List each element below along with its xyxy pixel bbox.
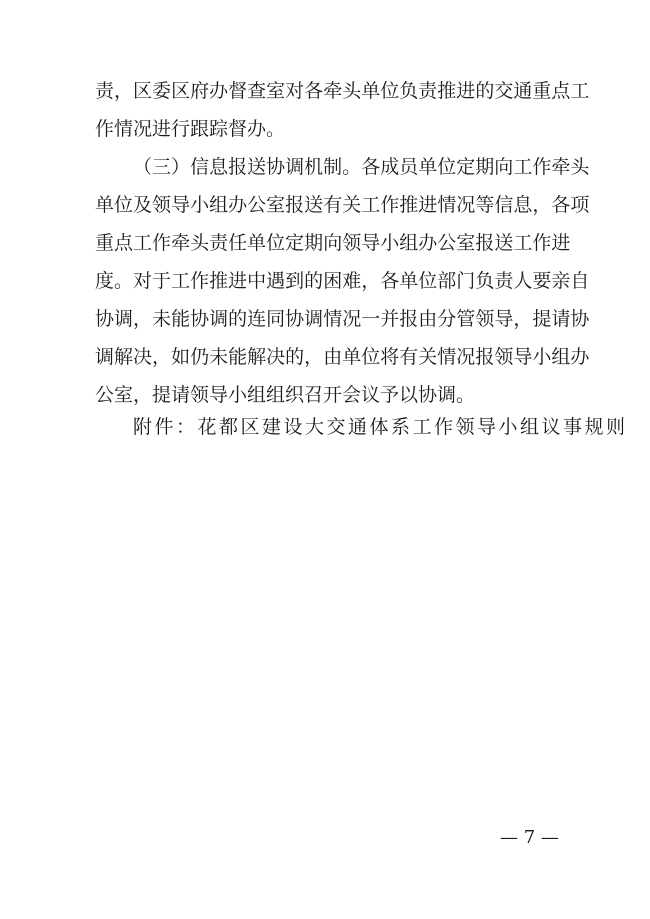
paragraph-line: （ 三 ） 信 息 报 送 协 调 机 制 。 各 成 员 单 位 定 期 向 工 作 牵 头 bbox=[133, 156, 590, 178]
paragraph-line: 度 。 对 于 工 作 推 进 中 遇 到 的 困 难 ， 各 单 位 部 门 负 责 人 要 亲 自 bbox=[95, 270, 590, 292]
paragraph-line: 重 点 工 作 牵 头 责 任 单 位 定 期 向 领 导 小 组 办 公 室 报 送 工 作 进 bbox=[95, 232, 571, 254]
attachment-note: 附件：花都区建设大交通体系工作领导小组议事规则 bbox=[133, 416, 628, 438]
paragraph-line: 作情况进行跟踪督办。 bbox=[95, 118, 286, 140]
paragraph-line: 协 调 ， 未 能 协 调 的 连 同 协 调 情 况 一 并 报 由 分 管 领 导 ， 提 请 协 bbox=[95, 308, 590, 330]
paragraph-line: 单 位 及 领 导 小 组 办 公 室 报 送 有 关 工 作 推 进 情 况 等 信 息 ， 各 项 bbox=[95, 194, 590, 216]
paragraph-line: 责 ， 区 委 区 府 办 督 查 室 对 各 牵 头 单 位 负 责 推 进 的 交 通 重 点 工 bbox=[95, 80, 590, 102]
paragraph-line: 调 解 决 ， 如 仍 未 能 解 决 的 ， 由 单 位 将 有 关 情 况 报 领 导 小 组 办 bbox=[95, 346, 590, 368]
body-text bbox=[95, 72, 590, 414]
paragraph-line: 公室，提请领导小组组织召开会议予以协调。 bbox=[95, 384, 476, 406]
page-number: — 7 — bbox=[500, 827, 559, 848]
